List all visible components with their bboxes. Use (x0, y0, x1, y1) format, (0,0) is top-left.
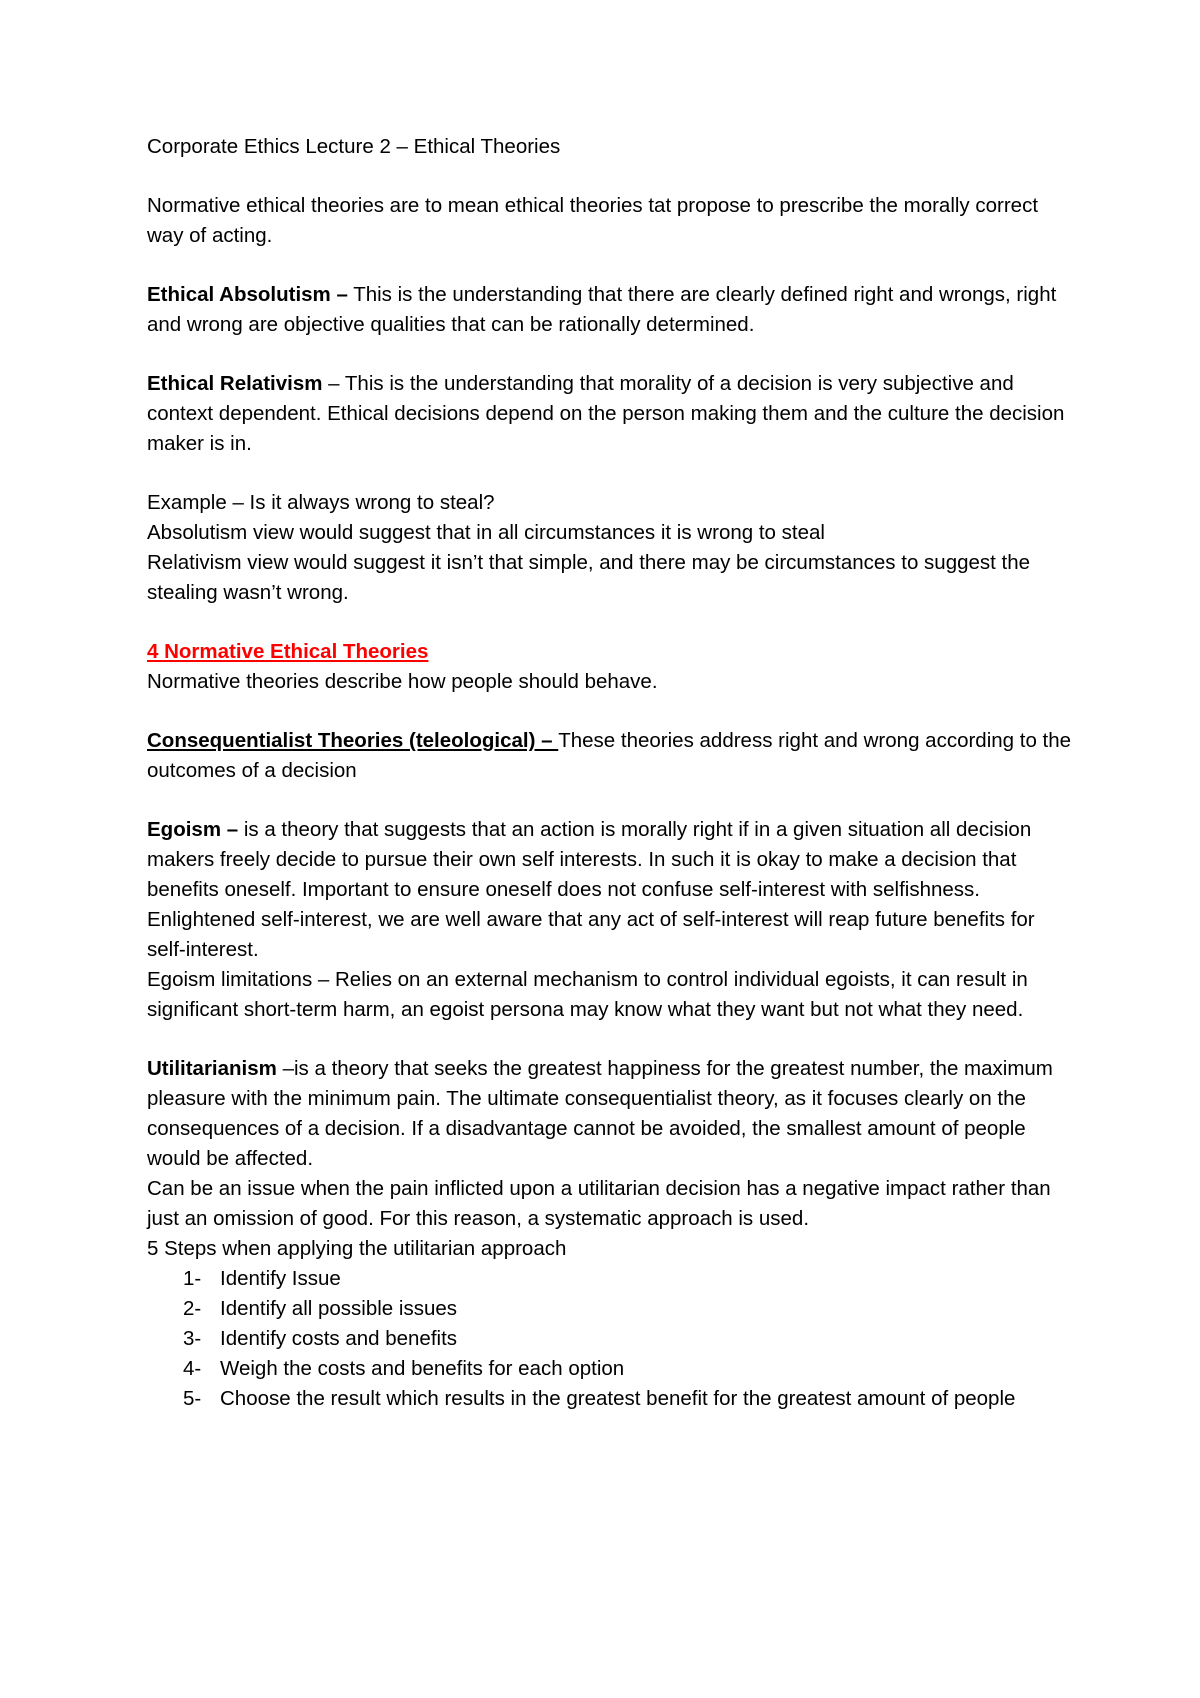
utilitarianism-steps-heading: 5 Steps when applying the utilitarian approach (147, 1237, 567, 1260)
consequentialist-paragraph (147, 726, 1077, 786)
step-text: Identify all possible issues (220, 1297, 458, 1320)
relativism-text: – This is the understanding that morality of a decision is very subjective and context dependent. Ethical decisions depend on the person making them and the culture the decision maker is in. (147, 372, 1065, 455)
egoism-text: is a theory that suggests that an action is morally right if in a given situation all decision makers freely decide to pursue their own self interests. In such it is okay to make a decision that benefits oneself. Important to ensure oneself does not confuse self-interest with selfishness. Enlightened self-interest, we are well aware that any act of self-interest will reap future benefits for self-interest. (147, 818, 1035, 961)
list-item (183, 1294, 1077, 1324)
list-item (183, 1384, 1077, 1414)
document-title: Corporate Ethics Lecture 2 – Ethical Theories (147, 135, 561, 158)
absolutism-term: Ethical Absolutism – (147, 283, 348, 306)
example-relativism-view: Relativism view would suggest it isn’t that simple, and there may be circumstances to suggest the stealing wasn’t wrong. (147, 551, 1031, 604)
step-text: Identify costs and benefits (220, 1327, 458, 1350)
step-number: 4- (183, 1357, 202, 1380)
step-number: 1- (183, 1267, 202, 1290)
step-text: Choose the result which results in the greatest benefit for the greatest amount of people (220, 1387, 1016, 1410)
normative-section-text: Normative theories describe how people should behave. (147, 670, 658, 693)
utilitarianism-term: Utilitarianism (147, 1057, 277, 1080)
example-question: Example – Is it always wrong to steal? (147, 491, 495, 514)
utilitarian-steps-list (147, 1264, 1077, 1414)
example-absolutism-view: Absolutism view would suggest that in all circumstances it is wrong to steal (147, 521, 825, 544)
step-text: Identify Issue (220, 1267, 341, 1290)
utilitarianism-issue: Can be an issue when the pain inflicted upon a utilitarian decision has a negative impact rather than just an omission of good. For this reason, a systematic approach is used. (147, 1177, 1051, 1230)
egoism-definition (147, 815, 1077, 965)
step-number: 3- (183, 1327, 202, 1350)
absolutism-paragraph (147, 280, 1077, 340)
utilitarianism-text: –is a theory that seeks the greatest happiness for the greatest number, the maximum pleasure with the minimum pain. The ultimate consequentialist theory, as it focuses clearly on the consequences of a decision. If a disadvantage cannot be avoided, the smallest amount of people would be affected. (147, 1057, 1053, 1170)
document-page (147, 132, 1077, 1414)
step-text: Weigh the costs and benefits for each option (220, 1357, 625, 1380)
list-item (183, 1324, 1077, 1354)
list-item (183, 1354, 1077, 1384)
step-number: 2- (183, 1297, 202, 1320)
normative-intro: Normative ethical theories are to mean ethical theories tat propose to prescribe the morally correct way of acting. (147, 194, 1039, 247)
normative-section (147, 637, 1077, 697)
egoism-paragraph (147, 815, 1077, 1025)
normative-heading: 4 Normative Ethical Theories (147, 640, 429, 663)
consequentialist-term: Consequentialist Theories (teleological) – (147, 729, 559, 752)
absolutism-text: This is the understanding that there are clearly defined right and wrongs, right and wrong are objective qualities that can be rationally determined. (147, 283, 1057, 336)
example-paragraph (147, 488, 1077, 608)
consequentialist-text: These theories address right and wrong according to the outcomes of a decision (147, 729, 1072, 782)
step-number: 5- (183, 1387, 202, 1410)
egoism-limitations: Egoism limitations – Relies on an external mechanism to control individual egoists, it can result in significant short-term harm, an egoist persona may know what they want but not what they need. (147, 968, 1028, 1021)
relativism-paragraph (147, 369, 1077, 459)
relativism-term: Ethical Relativism (147, 372, 323, 395)
egoism-term: Egoism – (147, 818, 239, 841)
utilitarianism-paragraph (147, 1054, 1077, 1264)
list-item (183, 1264, 1077, 1294)
utilitarianism-definition (147, 1054, 1077, 1174)
